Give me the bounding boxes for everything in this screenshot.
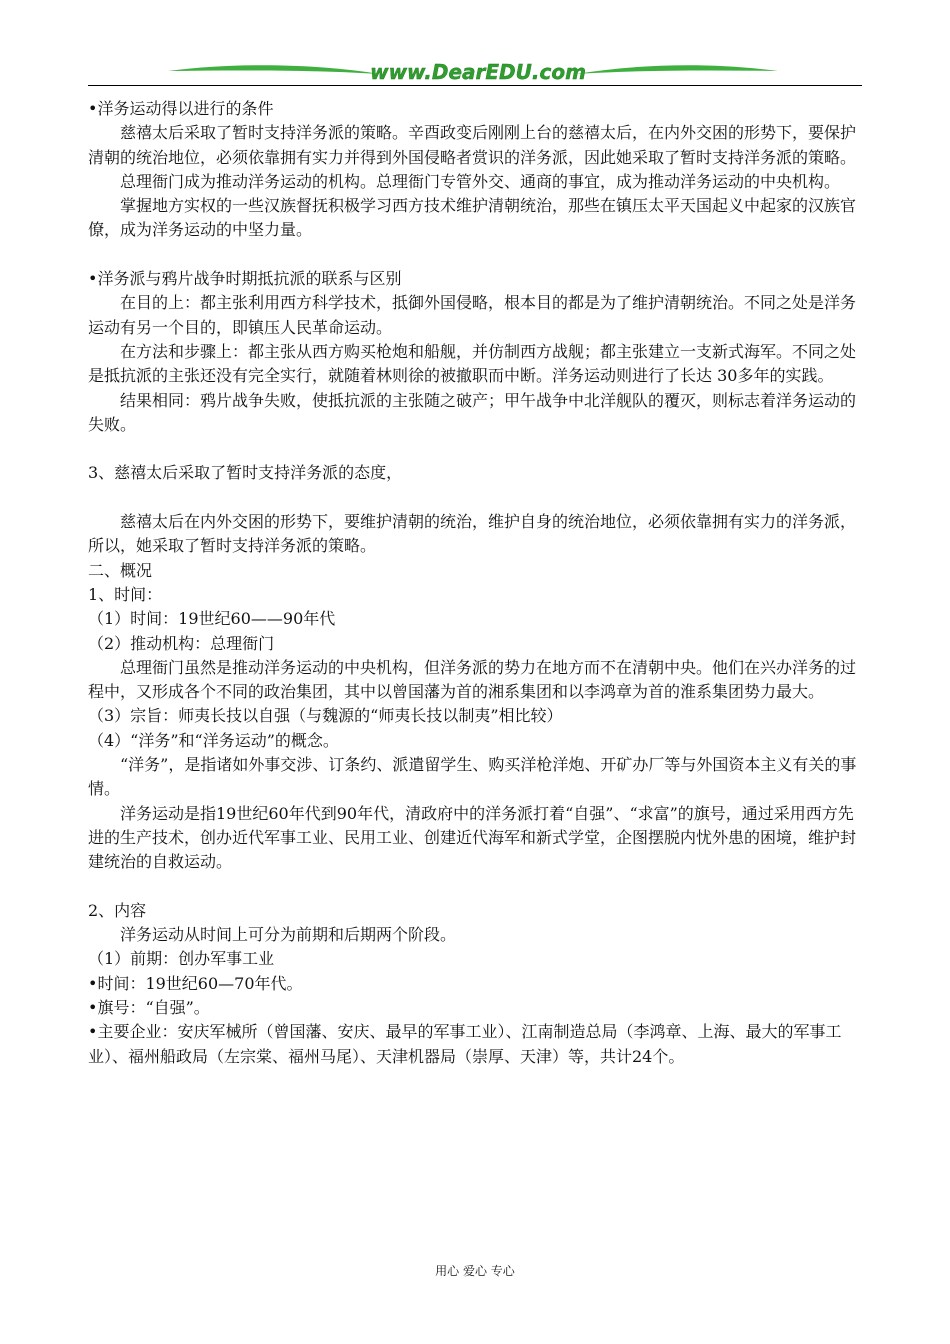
- blank-line: [88, 437, 863, 461]
- heading-line: •洋务派与鸦片战争时期抵抗派的联系与区别: [88, 269, 402, 289]
- left-swoosh-icon: [168, 65, 380, 74]
- heading-line: 1、时间：: [88, 584, 163, 604]
- blank-line: [88, 486, 863, 510]
- heading-line: •旗号：“自强”。: [88, 997, 210, 1017]
- body-paragraph: “洋务”，是指诸如外事交涉、订条约、派遣留学生、购买洋枪洋炮、开矿办厂等与外国资本主义有关的事情。: [88, 755, 857, 799]
- heading-line: •主要企业：安庆军械所（曾国藩、安庆、最早的军事工业）、江南制造总局（李鸿章、上海、最大的军事工业）、福州船政局（左宗棠、福州马尾）、天津机器局（崇厚、天津）等，共计24个。: [88, 1022, 842, 1066]
- body-paragraph: 慈禧太后采取了暂时支持洋务派的策略。辛酉政变后刚刚上台的慈禧太后，在内外交困的形势下，要保护清朝的统治地位，必须依靠拥有实力并得到外国侵略者赏识的洋务派，因此她采取了暂时支持洋务派的策略。: [88, 123, 857, 167]
- body-paragraph: 慈禧太后在内外交困的形势下，要维护清朝的统治，维护自身的统治地位，必须依靠拥有实力的洋务派，所以，她采取了暂时支持洋务派的策略。: [88, 512, 857, 556]
- right-swoosh-icon: [576, 65, 778, 74]
- page-header: [88, 58, 862, 90]
- document-body: [88, 97, 863, 1069]
- blank-line: [88, 875, 863, 899]
- body-paragraph: 总理衙门成为推动洋务运动的机构。总理衙门专管外交、通商的事宜，成为推动洋务运动的中央机构。: [120, 171, 841, 191]
- body-paragraph: 洋务运动从时间上可分为前期和后期两个阶段。: [120, 925, 457, 945]
- body-paragraph: 洋务运动是指19世纪60年代到90年代，清政府中的洋务派打着“自强”、“求富”的旗号，通过采用西方先进的生产技术，创办近代军事工业、民用工业、创建近代海军和新式学堂，企图摆脱内忧外患的困境，维护封建统治的自救运动。: [88, 803, 857, 872]
- body-paragraph: 掌握地方实权的一些汉族督抚积极学习西方技术维护清朝统治，那些在镇压太平天国起义中起家的汉族官僚，成为洋务运动的中坚力量。: [88, 196, 857, 240]
- logo-text: www.DearEDU.com: [370, 60, 586, 84]
- body-paragraph: 总理衙门虽然是推动洋务运动的中央机构，但洋务派的势力在地方而不在清朝中央。他们在兴办洋务的过程中，又形成各个不同的政治集团，其中以曾国藩为首的湘系集团和以李鸿章为首的淮系集团势力最大。: [88, 657, 857, 702]
- header-rule: [88, 85, 862, 86]
- heading-line: （1）前期：创办军事工业: [88, 949, 275, 969]
- heading-line: （4）“洋务”和“洋务运动”的概念。: [88, 730, 339, 750]
- page-footer: 用心 爱心 专心: [435, 1264, 515, 1278]
- heading-line: •时间：19世纪60—70年代。: [88, 973, 303, 993]
- heading-line: （3）宗旨：师夷长技以自强（与魏源的“师夷长技以制夷”相比较）: [88, 706, 563, 726]
- heading-line: （2）推动机构：总理衙门: [88, 633, 275, 653]
- heading-line: 3、慈禧太后采取了暂时支持洋务派的态度，: [88, 463, 403, 483]
- heading-line: •洋务运动得以进行的条件: [88, 99, 274, 118]
- body-paragraph: 结果相同：鸦片战争失败，使抵抗派的主张随之破产；甲午战争中北洋舰队的覆灭，则标志着洋务运动的失败。: [88, 390, 857, 434]
- heading-line: （1）时间：19世纪60——90年代: [88, 609, 336, 629]
- heading-line: 2、内容: [88, 900, 147, 920]
- body-paragraph: 在目的上：都主张利用西方科学技术，抵御外国侵略，根本目的都是为了维护清朝统治。不同之处是洋务运动有另一个目的，即镇压人民革命运动。: [88, 293, 857, 337]
- blank-line: [88, 243, 863, 267]
- dearedu-logo: [88, 58, 862, 86]
- heading-line: 二、概况: [88, 560, 153, 580]
- body-paragraph: 在方法和步骤上：都主张从西方购买枪炮和船舰，并仿制西方战舰；都主张建立一支新式海军。不同之处是抵抗派的主张还没有完全实行，就随着林则徐的被撤职而中断。洋务运动则进行了长达 30多年的实践。: [88, 341, 857, 386]
